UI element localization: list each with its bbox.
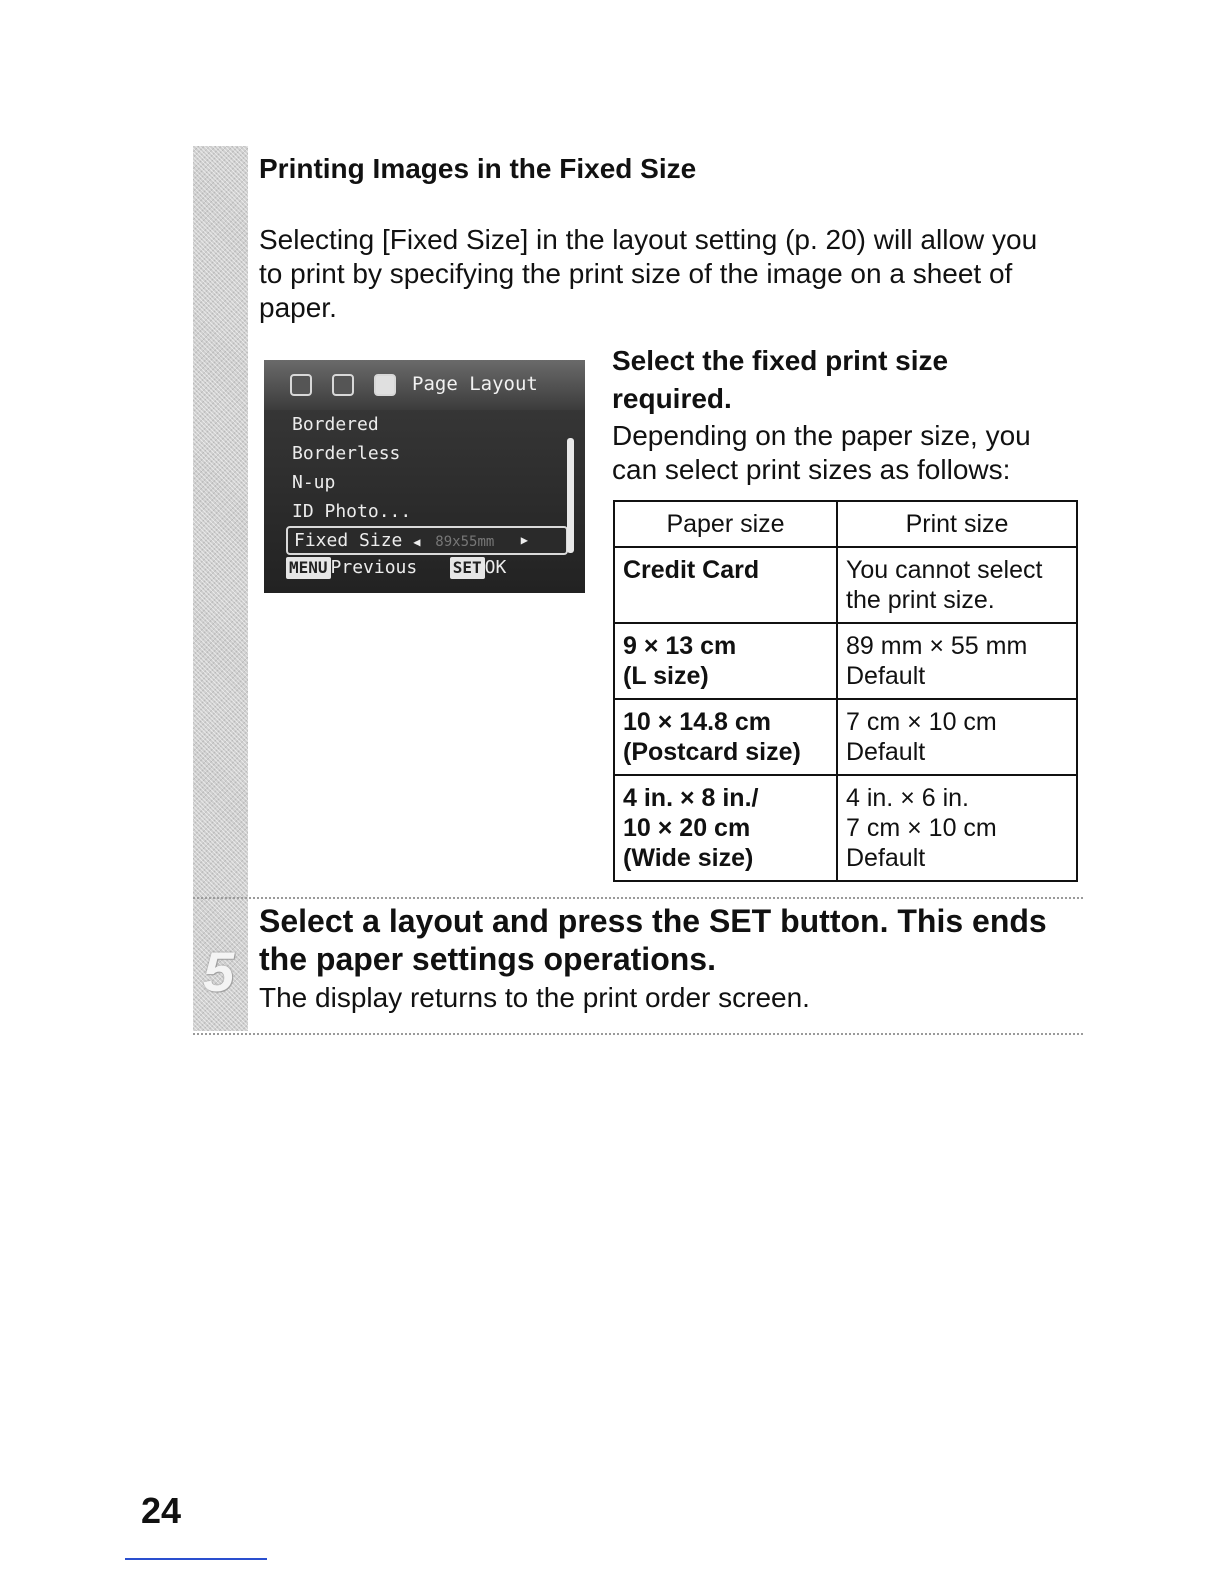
page-number: 24 [141,1490,182,1531]
menu-item-id-photo[interactable]: ID Photo... [292,501,412,522]
arrow-left-icon[interactable]: ◀ [413,535,421,549]
step-5-number: 5 [203,940,235,1003]
lcd-scrollbar [567,438,574,553]
ok-label: OK [484,557,507,578]
print-size-cell: 89 mm × 55 mm Default [837,623,1077,699]
header-print-size: Print size [837,501,1077,547]
print-size-cell: You cannot select the print size. [837,547,1077,623]
menu-item-fixed-size[interactable] [286,526,568,555]
section-title: Printing Images in the Fixed Size [259,153,697,184]
previous-label: Previous [330,557,418,578]
fixed-size-value: 89x55mm [435,534,495,550]
tab-2-icon [332,374,354,396]
set-key-icon[interactable]: SET [450,557,485,579]
table-row [614,775,1077,881]
print-size-cell: 4 in. × 6 in. 7 cm × 10 cm Default [837,775,1077,881]
menu-item-fixed-size-label: Fixed Size [294,530,403,551]
footer-rule [125,1558,267,1560]
table-row [614,547,1077,623]
table-row [614,699,1077,775]
header-paper-size: Paper size [614,501,837,547]
print-size-cell: 7 cm × 10 cm Default [837,699,1077,775]
menu-item-bordered[interactable]: Bordered [292,414,379,435]
step-heading: Select the fixed print size required. [612,345,949,414]
lcd-header [264,360,585,410]
paper-size-cell: 9 × 13 cm (L size) [614,623,837,699]
print-size-table [613,500,1078,882]
step-5-heading: Select a layout and press the SET button. This ends the paper settings operations. [259,903,1047,977]
step-5-body: The display returns to the print order screen. [259,982,810,1013]
arrow-right-icon[interactable]: ▶ [520,533,528,547]
menu-item-n-up[interactable]: N-up [292,472,336,493]
lcd-footer [286,557,506,579]
step-body: Depending on the paper size, you can select print sizes as follows: [612,420,1031,485]
paper-size-cell: Credit Card [614,547,837,623]
intro-paragraph: Selecting [Fixed Size] in the layout setting (p. 20) will allow you to print by specifying the print size of the image on a sheet of paper. [259,224,1038,323]
tab-3-icon [374,374,396,396]
table-row [614,623,1077,699]
tab-1-icon [290,374,312,396]
menu-item-borderless[interactable]: Borderless [292,443,401,464]
menu-key-icon[interactable]: MENU [286,557,331,579]
paper-size-cell: 10 × 14.8 cm (Postcard size) [614,699,837,775]
lcd-menu [286,410,568,555]
paper-size-cell: 4 in. × 8 in./ 10 × 20 cm (Wide size) [614,775,837,881]
lcd-title: Page Layout [412,373,538,395]
camera-lcd-screenshot [264,360,585,593]
